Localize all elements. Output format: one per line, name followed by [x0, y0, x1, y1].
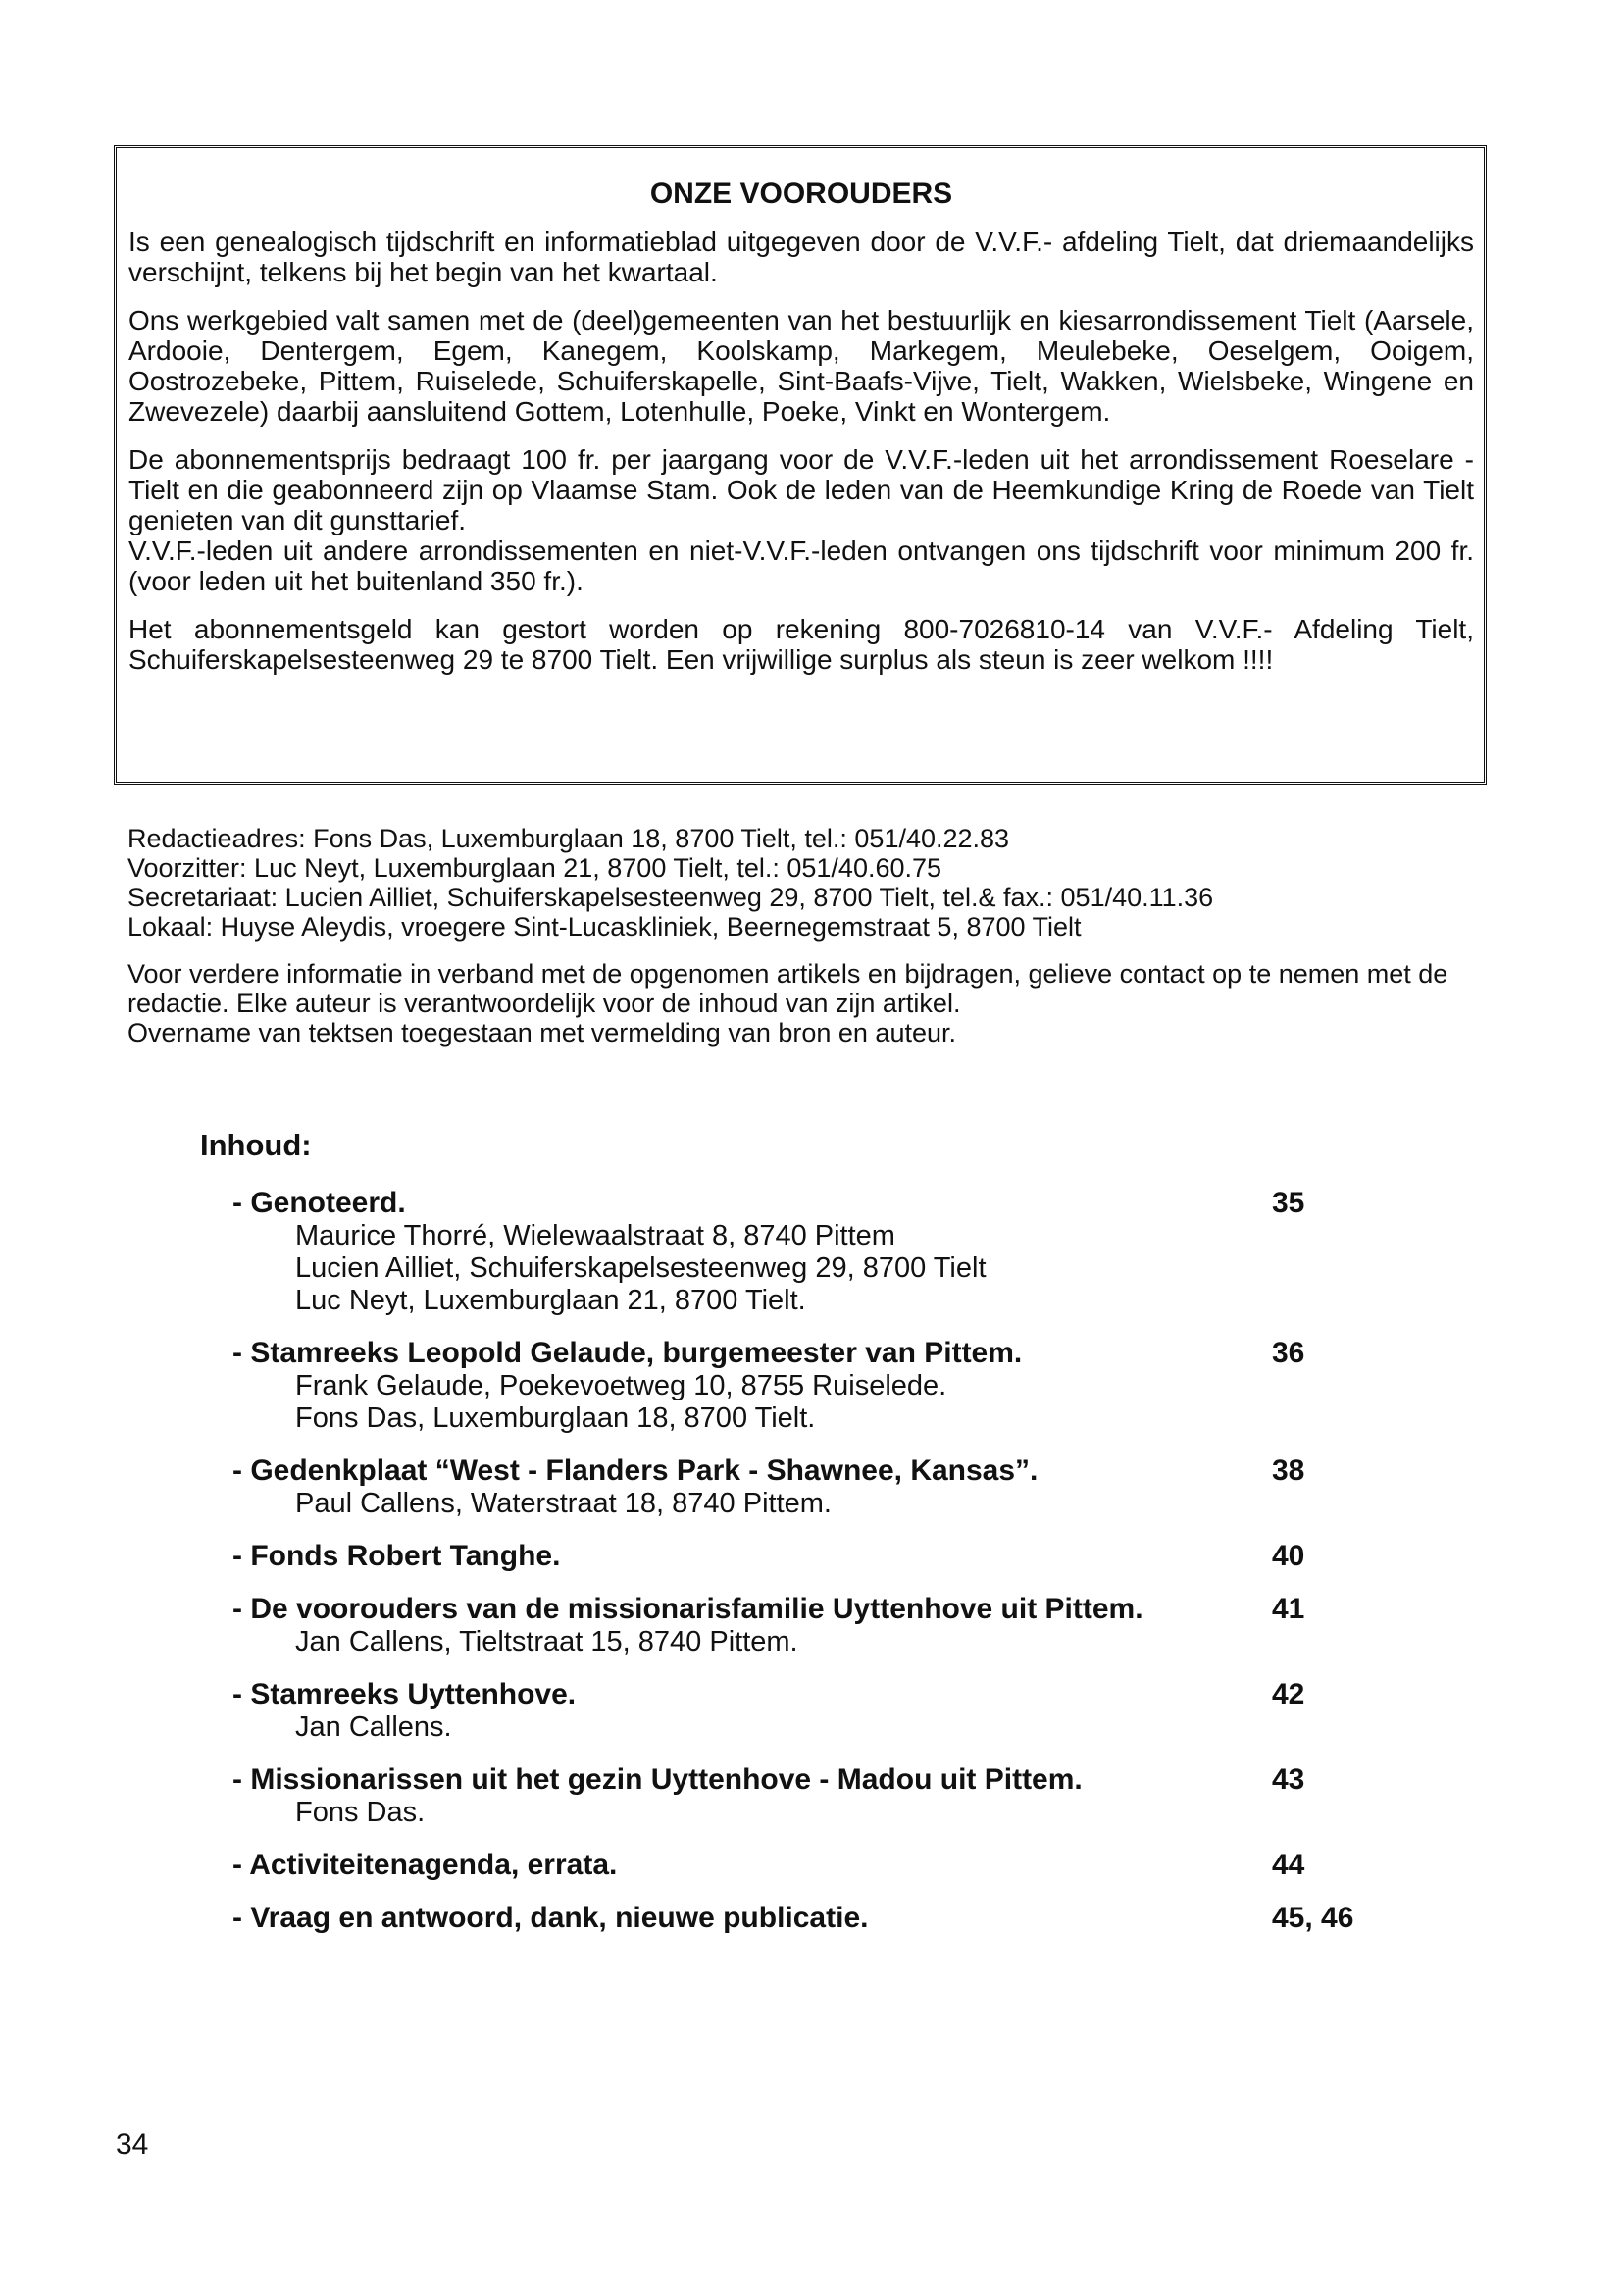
toc-entry: [232, 1678, 1380, 1744]
copyright-note: Overname van tektsen toegestaan met vermelding van bron en auteur.: [127, 1018, 957, 1047]
payment-paragraph: Het abonnementsgeld kan gestort worden op rekening 800-7026810-14 van V.V.F.- Afdeling Tielt, Schuiferskapelsesteenweg 29 te 8700 Tielt. Een vrijwillige surplus als steun is zeer welkom !!!!: [128, 614, 1474, 675]
toc-entry-author: Jan Callens.: [295, 1711, 452, 1743]
toc-entry-title: - De voorouders van de missionarisfamilie Uyttenhove uit Pittem.: [232, 1593, 1143, 1625]
toc-entry: [232, 1337, 1380, 1435]
toc-entry-author: Fons Das, Luxemburglaan 18, 8700 Tielt.: [295, 1402, 816, 1434]
toc-entry-title: - Vraag en antwoord, dank, nieuwe publicatie.: [232, 1902, 869, 1934]
contact-info: [127, 824, 1491, 1047]
editorial-address: Redactieadres: Fons Das, Luxemburglaan 18, 8700 Tielt, tel.: 051/40.22.83: [127, 824, 1010, 853]
info-note: [127, 959, 1491, 1047]
toc-entry: [232, 1540, 1380, 1573]
secretariat-address: Secretariaat: Lucien Ailliet, Schuiferskapelsesteenweg 29, 8700 Tielt, tel.& fax.: 051/40.11.36: [127, 883, 1214, 912]
toc-entry: [232, 1454, 1380, 1520]
toc-entry-title: - Activiteitenagenda, errata.: [232, 1849, 618, 1881]
toc-entry-author: Luc Neyt, Luxemburglaan 21, 8700 Tielt.: [295, 1285, 806, 1316]
box-title: ONZE VOOROUDERS: [649, 178, 953, 210]
table-of-contents: [232, 1187, 1380, 1955]
info-note-text: Voor verdere informatie in verband met de opgenomen artikels en bijdragen, gelieve contact op te nemen met de redactie. Elke auteur is verantwoordelijk voor de inhoud van zijn artikel.: [127, 959, 1448, 1018]
toc-entry-title: - Fonds Robert Tanghe.: [232, 1540, 561, 1572]
subscription-paragraph: De abonnementsprijs bedraagt 100 fr. per jaargang voor de V.V.F.-leden uit het arrondissement Roeselare -Tielt en die geabonneerd zijn op Vlaamse Stam. Ook de leden van de Heemkundige Kring de Roede van Tielt genieten van dit gunsttarief.: [128, 444, 1474, 535]
toc-entry-header: [232, 1902, 1380, 1935]
toc-entry-page: 38: [1272, 1454, 1305, 1487]
toc-entry-author: Paul Callens, Waterstraat 18, 8740 Pittem.: [295, 1488, 832, 1519]
toc-entry-page: 41: [1272, 1593, 1305, 1625]
toc-entry-title: - Gedenkplaat “West - Flanders Park - Shawnee, Kansas”.: [232, 1454, 1039, 1487]
toc-entry-author: Maurice Thorré, Wielewaalstraat 8, 8740 Pittem: [295, 1220, 895, 1251]
toc-entry-author: Jan Callens, Tieltstraat 15, 8740 Pittem.: [295, 1626, 798, 1657]
region-paragraph: Ons werkgebied valt samen met de (deel)gemeenten van het bestuurlijk en kiesarrondissement Tielt (Aarsele, Ardooie, Dentergem, Egem, Kanegem, Koolskamp, Markegem, Meulebeke, Oeselgem, Ooigem, Oostrozebeke, Pittem, Ruiselede, Schuiferskapelle, Sint-Baafs-Vijve, Tielt, Wakken, Wielsbeke, Wingene en Zwevezele) daarbij aansluitend Gottem, Lotenhulle, Poeke, Vinkt en Wontergem.: [128, 305, 1474, 427]
toc-entry-title: - Genoteerd.: [232, 1187, 406, 1219]
toc-entry-author: Lucien Ailliet, Schuiferskapelsesteenweg 29, 8700 Tielt: [295, 1252, 987, 1284]
toc-entry: [232, 1902, 1380, 1935]
toc-entry-title: - Stamreeks Leopold Gelaude, burgemeester van Pittem.: [232, 1337, 1023, 1369]
toc-entry-header: [232, 1593, 1380, 1626]
toc-entry-header: [232, 1678, 1380, 1711]
toc-entry: [232, 1849, 1380, 1882]
toc-entry: [232, 1187, 1380, 1317]
toc-entry-author: Fons Das.: [295, 1797, 426, 1828]
intro-box: [114, 145, 1487, 785]
chairman-address: Voorzitter: Luc Neyt, Luxemburglaan 21, 8700 Tielt, tel.: 051/40.60.75: [127, 853, 942, 883]
toc-entry-page: 43: [1272, 1763, 1305, 1796]
intro-paragraph: Is een genealogisch tijdschrift en informatieblad uitgegeven door de V.V.F.- afdeling Tielt, dat driemaandelijks verschijnt, telkens bij het begin van het kwartaal.: [128, 227, 1474, 287]
page-number: 34: [116, 2128, 149, 2161]
toc-entry-page: 44: [1272, 1849, 1305, 1881]
toc-entry-title: - Missionarissen uit het gezin Uyttenhove - Madou uit Pittem.: [232, 1763, 1083, 1796]
toc-entry-page: 45, 46: [1272, 1902, 1354, 1934]
toc-entry-page: 42: [1272, 1678, 1305, 1710]
toc-entry-header: [232, 1187, 1380, 1220]
toc-entry-page: 35: [1272, 1187, 1305, 1219]
toc-entry-header: [232, 1763, 1380, 1797]
toc-entry-page: 40: [1272, 1540, 1305, 1572]
toc-entry-header: [232, 1540, 1380, 1573]
toc-entry-header: [232, 1849, 1380, 1882]
toc-entry-title: - Stamreeks Uyttenhove.: [232, 1678, 577, 1710]
other-members-paragraph: V.V.F.-leden uit andere arrondissementen en niet-V.V.F.-leden ontvangen ons tijdschrift voor minimum 200 fr. (voor leden uit het buitenland 350 fr.).: [128, 535, 1474, 596]
toc-entry: [232, 1763, 1380, 1829]
venue-address: Lokaal: Huyse Aleydis, vroegere Sint-Lucaskliniek, Beernegemstraat 5, 8700 Tielt: [127, 912, 1082, 942]
toc-entry: [232, 1593, 1380, 1658]
toc-entry-page: 36: [1272, 1337, 1305, 1369]
toc-entry-author: Frank Gelaude, Poekevoetweg 10, 8755 Ruiselede.: [295, 1370, 947, 1401]
toc-entry-header: [232, 1337, 1380, 1370]
contents-title: Inhoud:: [200, 1128, 312, 1162]
toc-entry-header: [232, 1454, 1380, 1488]
